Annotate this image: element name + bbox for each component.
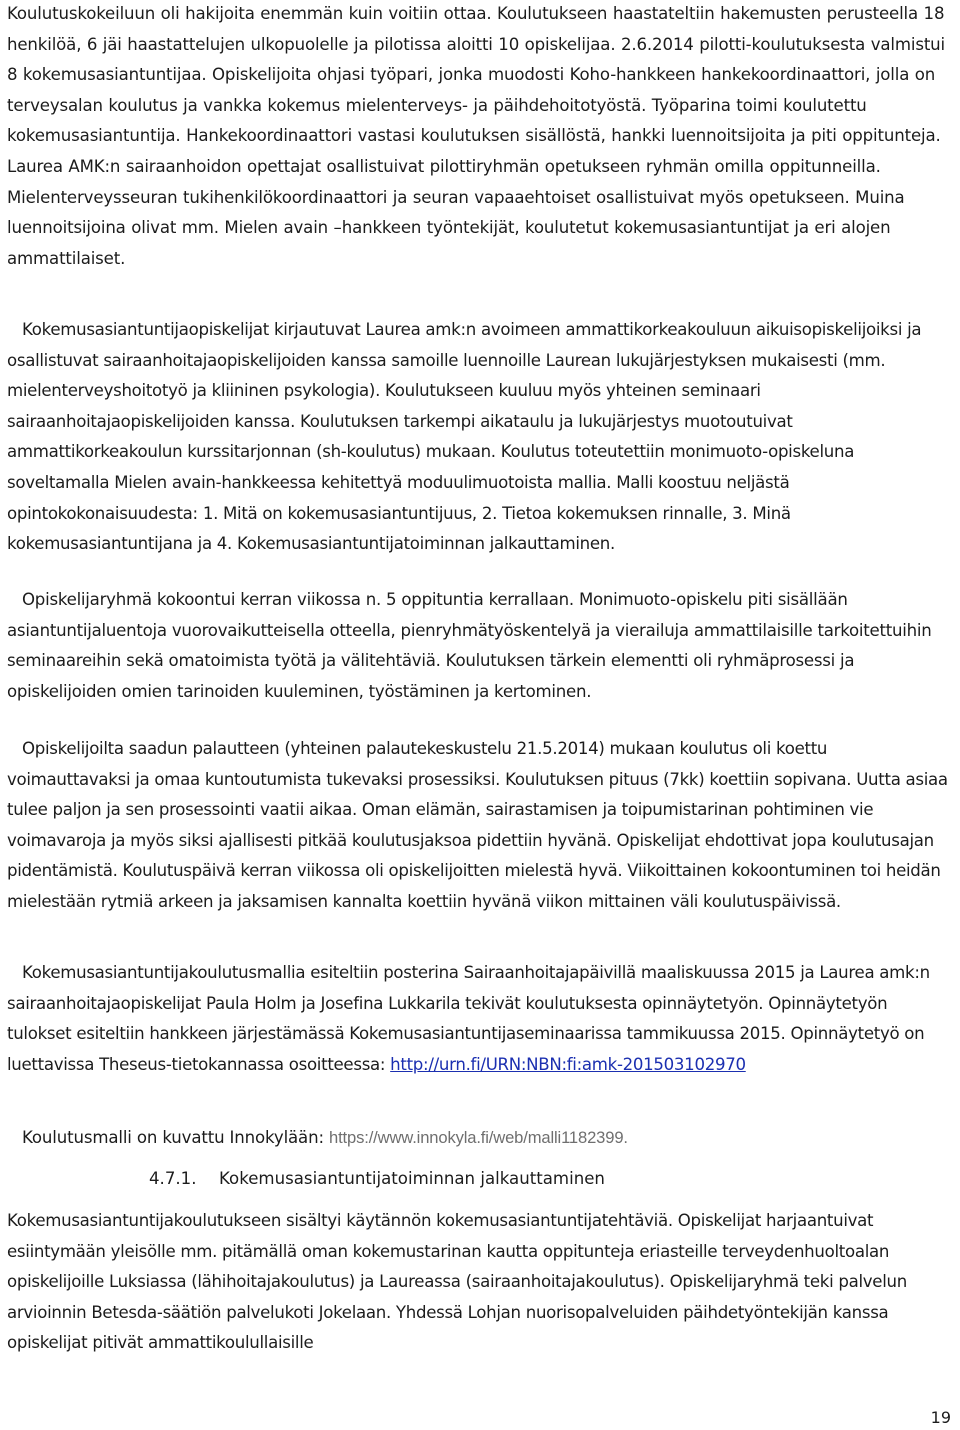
paragraph-practical-tasks: Kokemusasiantuntijakoulutukseen sisältyi käytännön kokemusasiantuntijatehtäviä. Opiskelijat harjaantuivat esiintymään yleisölle mm. pitämällä oman kokemustarinan kautta oppitunteja eriasteille terveydenhuoltoalan opiskelijoille Luksiassa (lähihoitajakoulutus) ja Laureassa (sairaanhoitajakoulutus). Opiskelijaryhmä teki palvelun arvioinnin Betesda-säätiön palvelukoti Jokelaan. Yhdessä Lohjan nuorisopalveluiden päihdetyöntekijän kanssa opiskelijat pitivät ammattikoulullaisille: [7, 1211, 907, 1353]
section-heading: [149, 1164, 605, 1194]
page-number: 19: [930, 1408, 951, 1427]
paragraph-enrollment: [7, 315, 953, 560]
innokyla-url: https://www.innokyla.fi/web/malli1182399.: [329, 1128, 628, 1147]
paragraph-enrollment-text: Kokemusasiantuntijaopiskelijat kirjautuvat Laurea amk:n avoimeen ammattikorkeakouluun aikuisopiskelijoiksi ja osallistuvat sairaanhoitajaopiskelijoiden kanssa samoille luennoille Laurean lukujärjestyksen mukaisesti (mm. mielenterveyshoitotyö ja kliininen psykologia). Koulutukseen kuuluu myös yhteinen seminaari sairaanhoitajaopiskelijoiden kanssa. Koulutuksen tarkempi aikataulu ja lukujärjestys muotoutuivat ammattikorkeakoulun kurssitarjonnan (sh-koulutus) mukaan. Koulutus toteutettiin monimuoto-opiskeluna soveltamalla Mielen avain-hankkeessa kehitettyä moduulimuotoista mallia. Malli koostuu neljästä opintokokonaisuudesta: 1. Mitä on kokemusasiantuntijuus, 2. Tietoa kokemuksen rinnalle, 3. Minä kokemusasiantuntijana ja 4. Kokemusasiantuntijatoiminnan jalkauttaminen.: [7, 320, 922, 554]
paragraph-innokyla: [7, 1123, 953, 1153]
paragraph-feedback-text: Opiskelijoilta saadun palautteen (yhteinen palautekeskustelu 21.5.2014) mukaan koulutus oli koettu voimauttavaksi ja omaa kuntoutumista tukevaksi prosessiksi. Koulutuksen pituus (7kk) koettiin sopivana. Uutta asiaa tulee paljon ja sen prosessointi vaatii aikaa. Oman elämän, sairastamisen ja toipumistarinan pohtiminen vie voimavaroja ja myös siksi ajallisesti pitkää koulutusjaksoa pidettiin hyvänä. Opiskelijat ehdottivat jopa koulutusajan pidentämistä. Koulutuspäivä kerran viikossa oli opiskelijoitten mielestä hyvä. Viikoittainen kokoontuminen toi heidän mielestään rytmiä arkeen ja jaksamisen kannalta koettiin hyvänä viikon mittainen väli koulutuspäivissä.: [7, 739, 948, 911]
paragraph-group-meetings: [7, 585, 953, 707]
paragraph-pilot-participants: Koulutuskokeiluun oli hakijoita enemmän kuin voitiin ottaa. Koulutukseen haastateltiin hakemusten perusteella 18 henkilöä, 6 jäi haastattelujen ulkopuolelle ja pilotissa aloitti 10 opiskelijaa. 2.6.2014 pilotti-koulutuksesta valmistui 8 kokemusasiantuntijaa. Opiskelijoita ohjasi työpari, jonka muodosti Koho-hankkeen hankekoordinaattori, jolla on terveysalan koulutus ja vankka kokemus mielenterveys- ja päihdehoitotyöstä. Työparina toimi koulutettu kokemusasiantuntija. Hankekoordinaattori vastasi koulutuksen sisällöstä, hankki luennoitsijoita ja piti oppitunteja. Laurea AMK:n sairaanhoidon opettajat osallistuivat pilottiryhmän opetukseen ryhmän omilla oppitunneilla. Mielenterveysseuran tukihenkilökoordinaattori ja seuran vapaaehtoiset osallistuivat myös opetukseen. Muina luennoitsijoina olivat mm. Mielen avain –hankkeen työntekijät, koulutetut kokemusasiantuntijat ja eri alojen ammattilaiset.: [7, 4, 946, 268]
section-title: Kokemusasiantuntijatoiminnan jalkauttaminen: [219, 1169, 605, 1188]
paragraph-group-meetings-text: Opiskelijaryhmä kokoontui kerran viikossa n. 5 oppituntia kerrallaan. Monimuoto-opiskelu piti sisällään asiantuntijaluentoja vuorovaikutteisella otteella, pienryhmätyöskentelyä ja vierailuja ammattilaisille tarkoitettuihin seminaareihin sekä omatoimista työtä ja välitehtäviä. Koulutuksen tärkein elementti oli ryhmäprosessi ja opiskelijoiden omien tarinoiden kuuleminen, työstäminen ja kertominen.: [7, 590, 932, 701]
theseus-link[interactable]: http://urn.fi/URN:NBN:fi:amk-201503102970: [390, 1054, 746, 1074]
paragraph-thesis-text: Kokemusasiantuntijakoulutusmallia esiteltiin posterina Sairaanhoitajapäivillä maaliskuussa 2015 ja Laurea amk:n sairaanhoitajaopiskelijat Paula Holm ja Josefina Lukkarila tekivät koulutuksesta opinnäytetyön. Opinnäytetyön tulokset esiteltiin hankkeen järjestämässä Kokemusasiantuntijaseminaarissa tammikuussa 2015. Opinnäytetyö on luettavissa Theseus-tietokannassa osoitteessa:: [7, 963, 930, 1074]
section-number: 4.7.1.: [149, 1169, 197, 1188]
paragraph-feedback: [7, 734, 953, 918]
paragraph-thesis: [7, 958, 953, 1080]
paragraph-innokyla-text: Koulutusmalli on kuvattu Innokylään:: [22, 1128, 330, 1147]
